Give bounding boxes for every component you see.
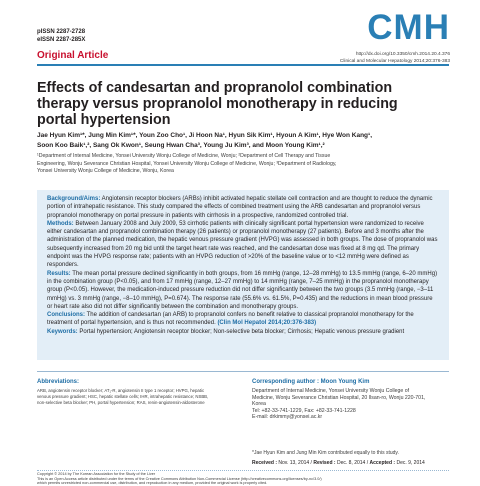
section-label: Original Article [37, 50, 109, 61]
author-list: Jae Hyun Kim¹*, Jung Min Kim¹*, Youn Zoo Cho¹, Ji Hoon Na¹, Hyun Sik Kim¹, Hyoun A Kim¹, Hye Won Kang¹, Soon Koo Baik¹,², Sang Ok Kwon¹, Seung Hwan Cha³, Young Ju Kim³, and Moon Young Kim¹,² [37, 132, 373, 149]
corresponding-author-address: Department of Internal Medicine, Yonsei University Wonju College of Medicine, Wonju Severance Christian Hospital, 20 Ilsan-ro, Wonju 220-701, Korea Tel: +82-33-741-1229, Fax: +82-33-741-1228 E-mail: drkimmy@yonsei.ac.kr [252, 388, 452, 421]
journal-reference: Clinical and Molecular Hepatology 2014;20:376-383 [339, 59, 450, 64]
article-dates: Received : Nov. 13, 2014 / Revised : Dec. 8, 2014 / Accepted : Dec. 9, 2014 [252, 460, 425, 466]
equal-contribution-note: *Jae Hyun Kim and Jung Min Kim contributed equally to this study. [252, 450, 399, 456]
citation-link[interactable]: (Clin Mol Hepatol 2014;20:376-383) [217, 320, 317, 327]
pissn: pISSN 2287-2728 [37, 29, 86, 35]
section-divider [37, 371, 449, 372]
abstract-results: Results: The mean portal pressure declined significantly in both groups, from 16 mmHg (range, 12–28 mmHg) to 13.5 mmHg (range, 6–20 mmHg) in the combination group (P<0.05), and from 17 mmHg (range, 12–27 mmHg) to 14 mmHg (range, 7–25 mmHg) in the propranolol monotherapy group (P<0.05). However, the medication-induced pressure reduction did not differ significantly between the two groups (3.5 mmHg (range, −3–11 mmHg) vs. 3 mmHg (range, −8–10 mmHg), P=0.674). The response rate (55.6% vs. 61.5%, P=0.435) and the reductions in mean blood pressure or heart rate also did not differ significantly between the combination and monotherapy groups. [47, 270, 438, 310]
eissn: eISSN 2287-285X [37, 37, 86, 43]
affiliations: ¹Department of Internal Medicine, Yonsei University Wonju College of Medicine, Wonju; ²Department of Cell Therapy and Tissue Engineering, Wonju Severance Christian Hospital, Yonsei University Wonju College of Medicine, Wonju; ³Department of Radiology, Yonsei University Wonju College of Medicine, Wonju, Korea [37, 153, 337, 174]
abbreviations-text: ARB, angiotensin receptor blocker; AT₁-R, angiotensin II type 1 receptor; HVPG, hepatic venous pressure gradient; HSC, hepatic stellate cells; IHR, intrahepatic resistance; NSBB, non-selective beta blocker; PH, portal hypertension; RAS, renin-angiotensin-aldosterone [37, 388, 209, 405]
license-footer: Copyright © 2014 by The Korean Association for the Study of the Liver This is an Open Access article distributed under the terms of the Creative Commons Attribution Non-Commercial License (http://creativecommons.org/licenses/by-nc/3.0/) which permits unrestricted non-commercial use, distribution, and reproduction in any medium, provided the original work is properly cited. [37, 470, 449, 486]
email-link[interactable]: E-mail: drkimmy@yonsei.ac.kr [252, 414, 323, 421]
header-divider [37, 64, 449, 66]
abstract-keywords: Keywords: Portal hypertension; Angiotensin receptor blocker; Non-selective beta blocker; Cirrhosis; Hepatic venous pressure gradient [47, 328, 405, 335]
abstract-conclusions: Conclusions: The addition of candesartan (an ARB) to propranolol confers no benefit relative to classical propranolol monotherapy for the treatment of portal hypertension, and is thus not recommended. (Clin Mol Hepatol 2014;20:376-383) [47, 312, 414, 327]
journal-logo: CMH [367, 8, 450, 47]
article-title: Effects of candesartan and propranolol combination therapy versus propranolol monotherapy in reducing portal hypertension [37, 80, 398, 128]
doi-link[interactable]: http://dx.doi.org/10.3350/cmh.2014.20.4.376 [355, 52, 450, 57]
corresponding-author-heading: Corresponding author : Moon Young Kim [252, 379, 370, 385]
abstract-methods: Methods: Between January 2008 and July 2009, 53 cirrhotic patients with clinically significant portal hypertension were randomized to receive either candesartan and propranolol combination therapy (26 patients) or propranolol monotherapy (27 patients). Before and 3 months after the administration of the planned medication, the hepatic venous pressure gradient (HVPG) was assessed in both groups. The dose of propranolol was subsequently increased from 20 mg bid until the target heart rate was reached, and the candesartan dose was fixed at 8 mg qd. The primary endpoint was the HVPG response rate; patients with an HVPG reduction of >20% of the baseline value or to <12 mmHg were defined as responders. [47, 220, 438, 269]
abstract-background: Background/Aims: Angiotensin receptor blockers (ARBs) inhibit activated hepatic stellate cell contraction and are thought to reduce the dynamic portion of intrahepatic resistance. This study compared the effects of combined treatment using the ARB candesartan and propranolol versus propranolol monotherapy on portal pressure in patients with cirrhosis in a prospective, randomized controlled trial. [47, 196, 433, 219]
abbreviations-heading: Abbreviations: [37, 379, 80, 385]
footer-divider [37, 470, 449, 471]
abstract-box [37, 190, 449, 360]
